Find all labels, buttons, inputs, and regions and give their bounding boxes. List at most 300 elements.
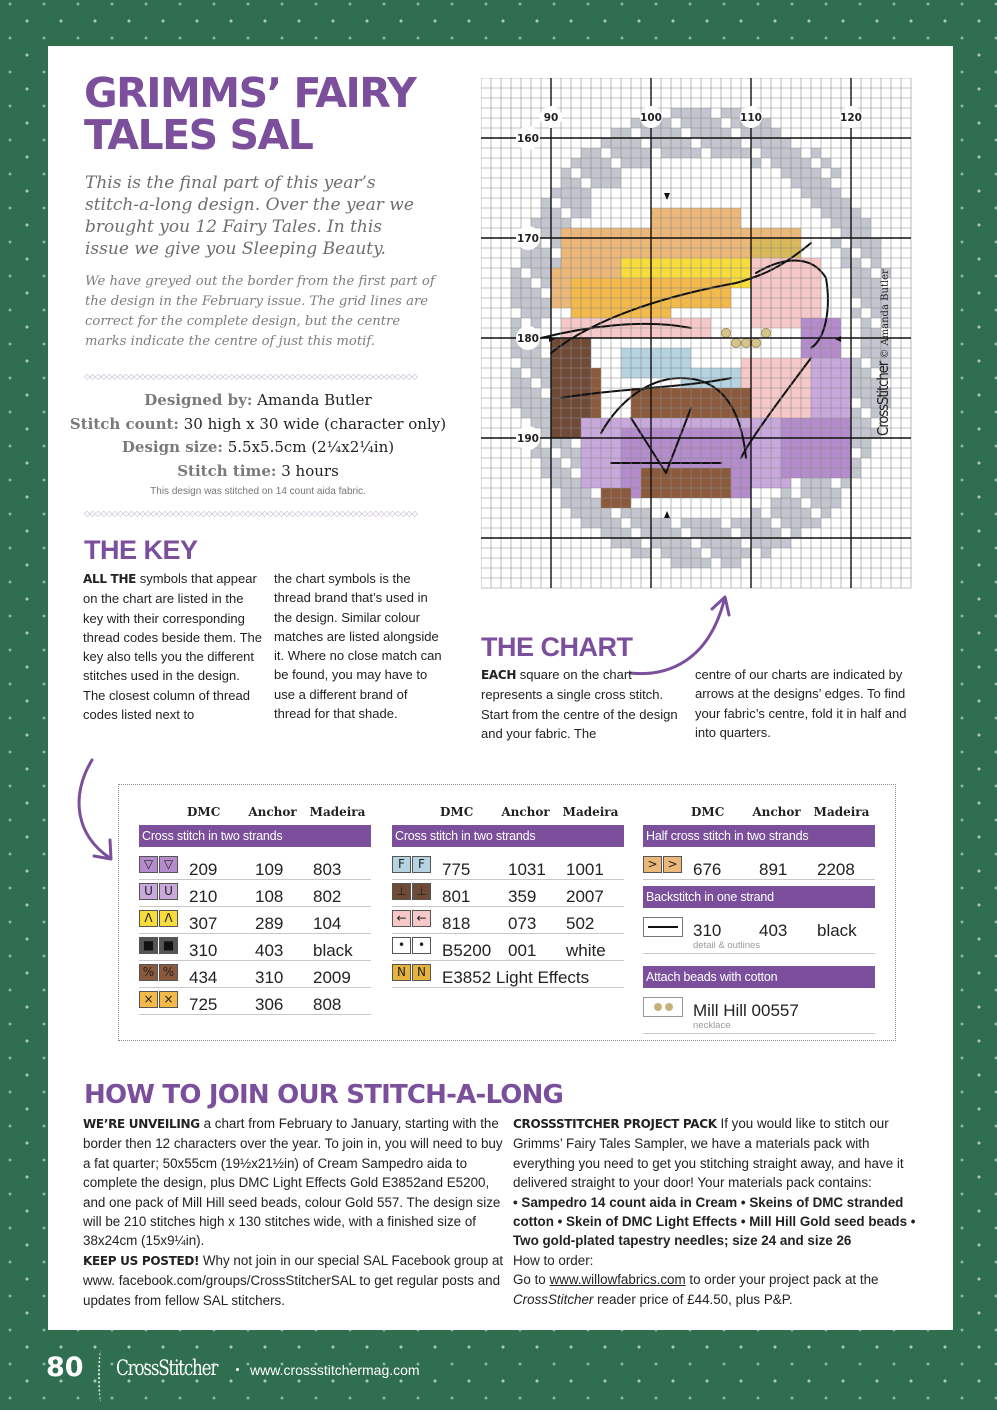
stitch-cell [841,428,851,438]
stitch-cell [841,458,851,468]
stitch-cell [751,128,761,138]
stitch-cell [781,398,791,408]
stitch-cell [621,368,631,378]
stitch-cell [581,388,591,398]
stitch-cell [751,528,761,538]
stitch-cell [741,408,751,418]
stitch-cell [721,488,731,498]
stitch-cell [621,288,631,298]
stitch-cell [651,288,661,298]
stitch-cell [571,448,581,458]
stitch-cell [631,478,641,488]
stitch-cell [831,318,841,328]
stitch-cell [641,158,651,168]
stitch-cell [711,148,721,158]
stitch-cell [601,158,611,168]
stitch-cell [651,488,661,498]
stitch-cell [811,418,821,428]
stitch-cell [771,448,781,458]
thread-name: Mill Hill 00557 [693,1001,799,1020]
stitch-cell [671,478,681,488]
stitch-cell [771,388,781,398]
stitch-cell [771,138,781,148]
stitch-cell [811,348,821,358]
stitch-cell [511,378,521,388]
stitch-cell [811,178,821,188]
stitch-cell [531,308,541,318]
stitch-cell [691,238,701,248]
stitch-cell [631,248,641,258]
stitch-cell [641,468,651,478]
stitch-cell [621,508,631,518]
stitch-cell [671,388,681,398]
stitch-cell [531,358,541,368]
stitch-cell [741,358,751,368]
stitch-cell [761,528,771,538]
stitch-cell [721,288,731,298]
stitch-cell [821,358,831,368]
stitch-cell [681,278,691,288]
stitch-cell [621,298,631,308]
stitch-cell [661,278,671,288]
svg-text:170: 170 [517,233,539,245]
key-heading: THE KEY [84,535,198,565]
stitch-cell [701,108,711,118]
stitch-cell [841,208,851,218]
stitch-cell [581,288,591,298]
stitch-cell [601,228,611,238]
stitch-cell [831,238,841,248]
stitch-cell [771,368,781,378]
stitch-cell [851,308,861,318]
stitch-cell [701,318,711,328]
stitch-cell [591,458,601,468]
stitch-cell [801,268,811,278]
stitch-cell [531,218,541,228]
stitch-cell [591,258,601,268]
stitch-cell [711,468,721,478]
stitch-cell [621,248,631,258]
stitch-cell [811,328,821,338]
stitch-cell [841,418,851,428]
stitch-cell [581,378,591,388]
thread-swatch-icon: • • [392,937,432,954]
thread-code-dmc: 310 [189,941,218,960]
thread-code-dmc: 801 [442,887,471,906]
stitch-cell [651,348,661,358]
stitch-cell [791,398,801,408]
stitch-cell [831,208,841,218]
stitch-cell [681,378,691,388]
stitch-cell [691,248,701,258]
key-section-header: Cross stitch in two strands [139,825,371,847]
stitch-cell [681,328,691,338]
stitch-cell [591,148,601,158]
stitch-cell [611,358,621,368]
stitch-cell [781,168,791,178]
stitch-cell [811,458,821,468]
stitch-cell [621,318,631,328]
stitch-cell [701,268,711,278]
stitch-cell [721,458,731,468]
stitch-cell [791,388,801,398]
stitch-cell [681,368,691,378]
intro-text: This is the final part of this year’s stitch-a-long design. Over the year we brought you 12 Fairy Tales. In this issue we give you Sleeping Beauty. [85,173,414,259]
stitch-cell [581,298,591,308]
stitch-cell [581,158,591,168]
stitch-cell [691,518,701,528]
stitch-cell [791,508,801,518]
stitch-cell [591,398,601,408]
stitch-cell [581,428,591,438]
stitch-cell [621,448,631,458]
stitch-cell [671,368,681,378]
stitch-cell [741,128,751,138]
stitch-cell [801,448,811,458]
stitch-cell [861,328,871,338]
stitch-cell [711,408,721,418]
stitch-cell [841,468,851,478]
stitch-cell [581,228,591,238]
thread-code-dmc: B5200 [442,941,492,960]
stitch-cell [611,178,621,188]
stitch-cell [531,318,541,328]
stitch-cell [751,378,761,388]
stitch-cell [741,398,751,408]
stitch-cell [761,368,771,378]
thread-code-dmc: 210 [189,887,218,906]
stitch-cell [831,438,841,448]
stitch-cell [691,218,701,228]
stitch-cell [711,208,721,218]
stitch-cell [861,448,871,458]
stitch-cell [701,538,711,548]
stitch-cell [711,228,721,238]
magazine-page [48,46,953,1330]
stitch-cell [801,518,811,528]
stitch-cell [611,128,621,138]
stitch-cell [821,468,831,478]
stitch-cell [761,298,771,308]
stitch-cell [721,358,731,368]
stitch-cell [651,388,661,398]
chart-credit: CrossStitcher © Amanda Butler [874,269,892,436]
bead-icon [732,339,741,348]
stitch-cell [561,408,571,418]
stitch-cell [731,248,741,258]
key-row [392,853,624,880]
stitch-cell [641,268,651,278]
stitch-cell [561,278,571,288]
stitch-cell [811,168,821,178]
page-footer [0,1350,997,1390]
stitch-cell [561,178,571,188]
stitch-cell [671,258,681,268]
stitch-cell [771,458,781,468]
stitch-cell [651,428,661,438]
stitch-cell [661,448,671,458]
stitch-cell [711,258,721,268]
stitch-cell [541,268,551,278]
stitch-cell [631,368,641,378]
stitch-cell [861,228,871,238]
stitch-cell [811,288,821,298]
stitch-cell [781,458,791,468]
stitch-cell [691,478,701,488]
stitch-cell [751,418,761,428]
stitch-cell [611,248,621,258]
stitch-cell [641,288,651,298]
stitch-cell [611,488,621,498]
stitch-cell [581,408,591,418]
stitch-cell [571,338,581,348]
thread-code-madeira: 802 [313,887,342,906]
materials-list: • Sampedro 14 count aida in Cream • Skeins of DMC stranded cotton • Skein of DMC Light Effects • Mill Hill Gold seed beads • Two gold-plated tapestry needles; size 24 and size 26 [513,1194,916,1249]
design-size-line: Design size: 5.5x5.5cm (2¼x2¼in) [121,438,395,456]
stitch-cell [621,158,631,168]
stitch-cell [791,418,801,428]
stitch-cell [661,148,671,158]
stitch-cell [591,238,601,248]
stitch-cell [591,308,601,318]
stitch-cell [861,248,871,258]
stitch-cell [561,468,571,478]
key-header-anchor: Anchor [752,805,801,819]
stitch-cell [681,258,691,268]
stitch-cell [601,438,611,448]
stitch-cell [661,538,671,548]
stitch-cell [571,188,581,198]
stitch-cell [581,188,591,198]
stitch-cell [801,348,811,358]
stitch-cell [661,408,671,418]
footer-bullet [236,1368,239,1371]
stitch-cell [791,148,801,158]
footer-brand-logo: CrossStitcher [116,1356,218,1380]
stitch-cell [701,228,711,238]
stitch-cell [621,528,631,538]
stitch-cell [781,448,791,458]
stitch-cell [721,218,731,228]
join-heading: HOW TO JOIN OUR STITCH-A-LONG [84,1080,564,1110]
key-header-anchor: Anchor [248,805,297,819]
stitch-cell [821,428,831,438]
stitch-cell [521,258,531,268]
stitch-cell [721,468,731,478]
key-row [392,934,624,961]
stitch-cell [611,258,621,268]
stitch-cell [561,198,571,208]
stitch-cell [611,298,621,308]
stitch-cell [801,178,811,188]
stitch-cell [621,538,631,548]
key-column-headers [691,805,875,819]
stitch-cell [801,318,811,328]
stitch-cell [851,278,861,288]
stitch-cell [761,398,771,408]
stitch-cell [661,208,671,218]
stitch-cell [691,408,701,418]
stitch-cell [681,548,691,558]
footer-url[interactable]: www.crossstitchermag.com [250,1362,420,1378]
stitch-cell [701,118,711,128]
thread-code-dmc: 775 [442,860,471,879]
stitch-cell [561,238,571,248]
stitch-cell [811,298,821,308]
stitch-cell [571,398,581,408]
stitch-cell [631,238,641,248]
chart-heading: THE CHART [481,632,633,662]
stitch-cell [811,308,821,318]
stitch-cell [781,358,791,368]
stitch-cell [691,358,701,368]
stitch-cell [861,278,871,288]
stitch-cell [841,358,851,368]
stitch-cell [721,148,731,158]
stitch-cell [611,148,621,158]
column-label [840,106,862,128]
stitch-cell [561,488,571,498]
stitch-cell [671,278,681,288]
stitch-cell [601,528,611,538]
stitch-cell [741,368,751,378]
stitch-cell [821,508,831,518]
stitch-cell [631,448,641,458]
stitch-cell [661,358,671,368]
stitch-cell [581,508,591,518]
stitch-cell [731,548,741,558]
stitch-cell [591,408,601,418]
stitch-cell [731,478,741,488]
stitch-cell [771,498,781,508]
stitch-cell [701,488,711,498]
stitch-cell [761,228,771,238]
diamond-divider-top: ◇◇◇◇◇◇◇◇◇◇◇◇◇◇◇◇◇◇◇◇◇◇◇◇◇◇◇◇◇◇◇◇◇◇◇◇◇◇◇◇◇◇◇◇◇◇◇◇◇◇◇◇◇◇◇◇◇◇◇◇ [84,373,418,381]
stitch-cell [741,248,751,258]
thread-code-dmc: 307 [189,914,218,933]
stitch-cell [711,398,721,408]
stitch-cell [551,408,561,418]
stitch-cell [631,398,641,408]
stitch-cell [551,418,561,428]
stitch-cell [571,198,581,208]
stitch-cell [801,328,811,338]
title-line-1: GRIMMS’ FAIRY [84,69,416,117]
stitch-cell [761,518,771,528]
stitch-cell [861,218,871,228]
stitch-cell [701,358,711,368]
stitch-cell [761,128,771,138]
stitch-cell [531,368,541,378]
stitch-cell [851,368,861,378]
stitch-cell [731,538,741,548]
stitch-cell [681,398,691,408]
stitch-cell [861,398,871,408]
stitch-cell [781,238,791,248]
willowfabrics-link[interactable]: www.willowfabrics.com [549,1272,686,1288]
stitch-cell [711,348,721,358]
stitch-cell [811,468,821,478]
stitch-cell [681,148,691,158]
stitch-cell [601,308,611,318]
stitch-cell [801,478,811,488]
stitch-cell [601,278,611,288]
stitch-cell [731,368,741,378]
stitch-cell [721,528,731,538]
stitch-cell [721,348,731,358]
stitch-cell [671,468,681,478]
stitch-cell [591,518,601,528]
stitch-cell [681,298,691,308]
stitch-cell [701,438,711,448]
bead-icon [752,339,761,348]
stitch-cell [651,218,661,228]
stitch-cell [681,268,691,278]
stitch-cell [671,348,681,358]
stitch-cell [721,258,731,268]
stitch-cell [611,518,621,528]
stitch-cell [861,418,871,428]
stitch-cell [791,318,801,328]
stitch-cell [801,158,811,168]
stitch-cell [691,148,701,158]
stitch-cell [701,248,711,258]
stitch-cell [781,248,791,258]
stitch-cell [541,418,551,428]
stitch-cell [571,288,581,298]
stitch-cell [601,178,611,188]
stitch-cell [631,488,641,498]
stitch-cell [641,448,651,458]
stitch-cell [671,358,681,368]
thread-swatch-icon: ← ← [392,910,432,927]
stitch-cell [821,458,831,468]
key-row [643,853,875,880]
stitch-cell [581,338,591,348]
stitch-cell [721,448,731,458]
stitch-cell [661,548,671,558]
stitch-cell [771,318,781,328]
stitch-cell [771,468,781,478]
stitch-cell [851,218,861,228]
thread-code-dmc: 310 [693,921,722,940]
stitch-cell [721,298,731,308]
stitch-cell [761,448,771,458]
stitch-cell [821,388,831,398]
stitch-cell [521,378,531,388]
stitch-cell [731,208,741,218]
stitch-cell [751,158,761,168]
stitch-cell [831,498,841,508]
stitch-cell [721,248,731,258]
stitch-cell [691,398,701,408]
svg-text:90: 90 [543,112,559,124]
stitch-cell [541,228,551,238]
stitch-cell [861,298,871,308]
stitch-cell [691,548,701,558]
stitch-cell [691,428,701,438]
stitch-cell [671,138,681,148]
stitch-cell [711,118,721,128]
stitch-cell [641,358,651,368]
stitch-cell [551,378,561,388]
stitch-cell [811,498,821,508]
stitch-cell [541,448,551,458]
stitch-cell [671,108,681,118]
stitch-cell [691,228,701,238]
stitch-cell [601,348,611,358]
stitch-cell [581,468,591,478]
